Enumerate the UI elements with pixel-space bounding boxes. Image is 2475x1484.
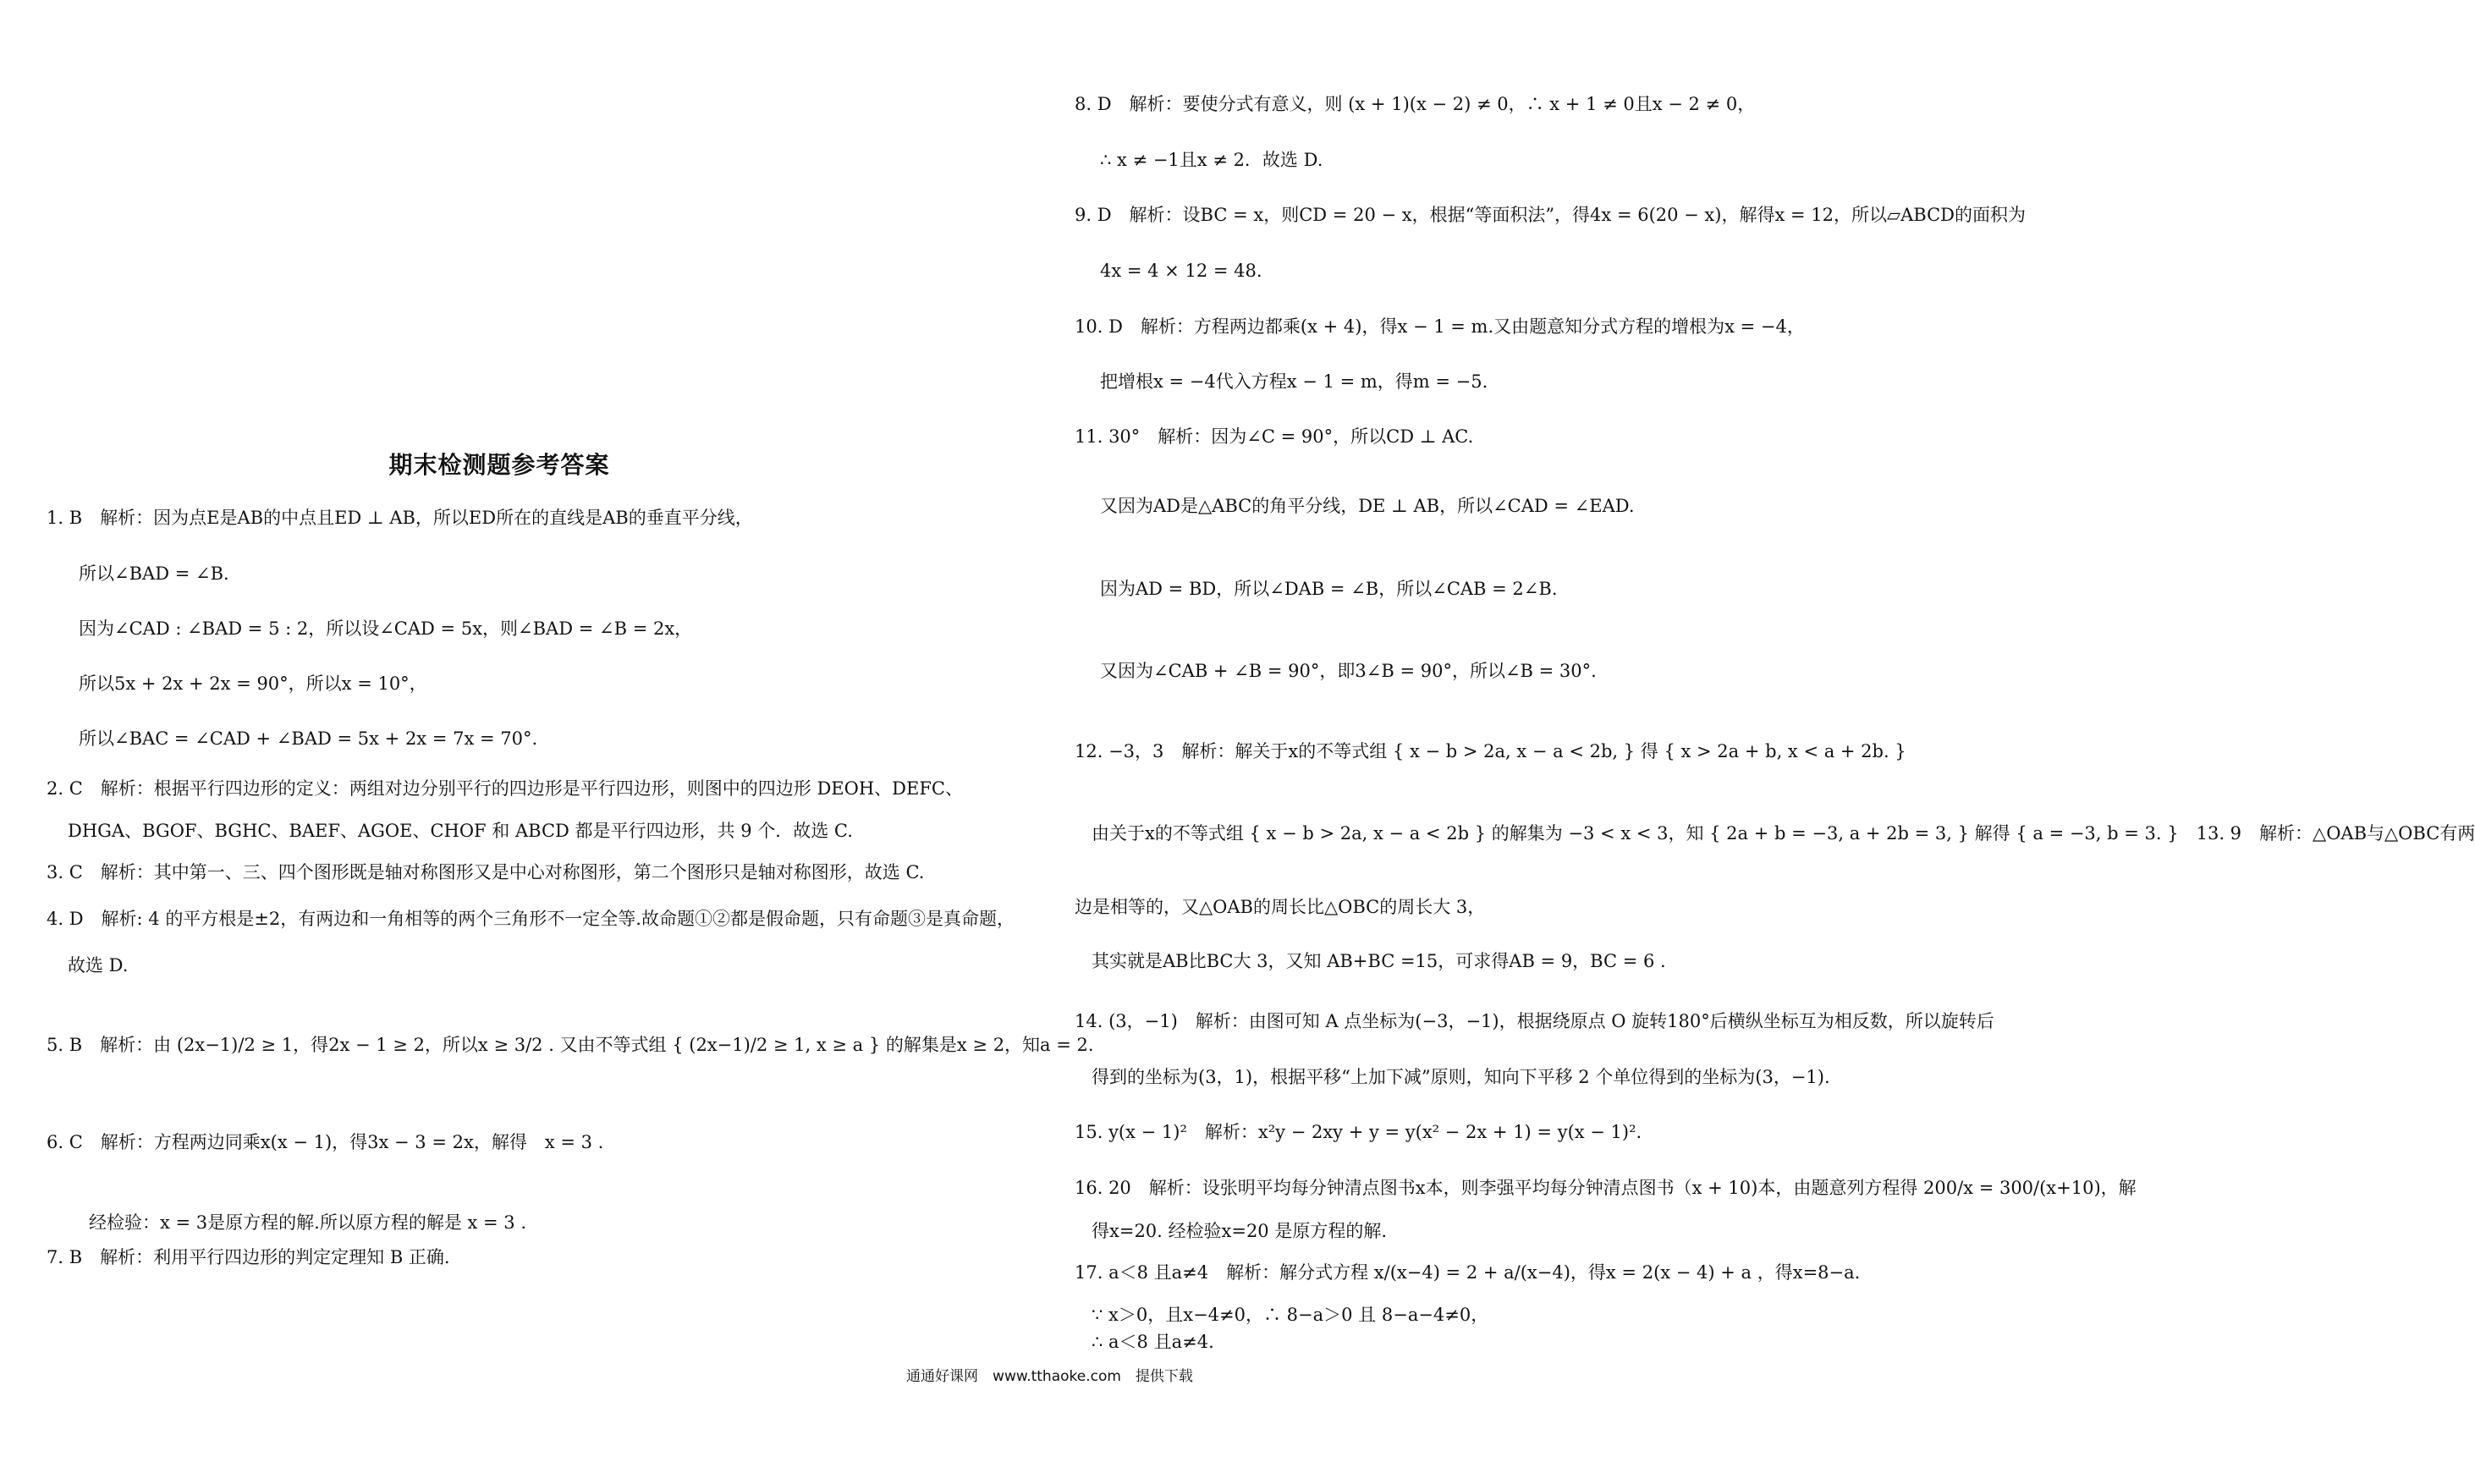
answer-12: 12. −3，3 解析：解关于x的不等式组 { x − b > 2a, x − a < 2b, } 得 { x > 2a + b, x < a + 2b. } <box>1075 741 1906 761</box>
footer: 通通好课网 www.tthaoke.com 提供下载 <box>906 1368 1193 1385</box>
answer-13-line-3: 其实就是AB比BC大 3，又知 AB+BC =15，可求得AB = 9，BC = 6 . <box>1092 951 1666 971</box>
answer-11-line-3: 因为AD = BD，所以∠DAB = ∠B，所以∠CAB = 2∠B. <box>1100 579 1558 599</box>
answer-15: 15. y(x − 1)² 解析：x²y − 2xy + y = y(x² − 2x + 1) = y(x − 1)². <box>1075 1122 1642 1142</box>
answer-17-line-3: ∴ a＜8 且a≠4. <box>1092 1332 1214 1352</box>
answer-7: 7. B 解析：利用平行四边形的判定定理知 B 正确. <box>47 1247 450 1267</box>
answer-2: 2. C 解析：根据平行四边形的定义：两组对边分别平行的四边形是平行四边形，则图中的四边形 DEOH、DEFC、 <box>47 778 963 799</box>
answer-10-line-2: 把增根x = −4代入方程x − 1 = m，得m = −5. <box>1100 371 1488 392</box>
answer-1: 1. B 解析：因为点E是AB的中点且ED ⊥ AB，所以ED所在的直线是AB的垂直平分线， <box>47 508 753 528</box>
answer-9: 9. D 解析：设BC = x，则CD = 20 − x，根据“等面积法”，得4x = 6(20 − x)，解得x = 12，所以▱ABCD的面积为 <box>1075 205 2027 225</box>
answer-17-line-2: ∵ x＞0，且x−4≠0，∴ 8−a＞0 且 8−a−4≠0， <box>1092 1305 1489 1325</box>
answer-5: 5. B 解析：由 (2x−1)/2 ≥ 1，得2x − 1 ≥ 2，所以x ≥ 3/2 . 又由不等式组 { (2x−1)/2 ≥ 1, x ≥ a } 的解集是x ≥ 2，知a = 2. <box>47 1035 1094 1055</box>
answer-14: 14. (3，−1) 解析：由图可知 A 点坐标为(−3，−1)，根据绕原点 O 旋转180°后横纵坐标互为相反数，所以旋转后 <box>1075 1011 1994 1031</box>
answer-11-line-2: 又因为AD是△ABC的角平分线，DE ⊥ AB，所以∠CAD = ∠EAD. <box>1100 496 1635 516</box>
answer-4: 4. D 解析: 4 的平方根是±2，有两边和一角相等的两个三角形不一定全等.故命题①②都是假命题，只有命题③是真命题， <box>47 909 1015 929</box>
answer-10: 10. D 解析：方程两边都乘(x + 4)，得x − 1 = m.又由题意知分式方程的增根为x = −4， <box>1075 316 1805 337</box>
answer-16: 16. 20 解析：设张明平均每分钟清点图书x本，则李强平均每分钟清点图书（x + 10)本，由题意列方程得 200/x = 300/(x+10)，解 <box>1075 1178 2137 1198</box>
answer-8-line-2: ∴ x ≠ −1且x ≠ 2．故选 D. <box>1100 150 1323 170</box>
answer-11: 11. 30° 解析：因为∠C = 90°，所以CD ⊥ AC. <box>1075 426 1474 447</box>
answer-9-line-2: 4x = 4 × 12 = 48. <box>1100 261 1262 281</box>
answer-16-line-2: 得x=20. 经检验x=20 是原方程的解. <box>1092 1221 1388 1241</box>
page-title: 期末检测题参考答案 <box>388 451 610 479</box>
answer-6: 6. C 解析：方程两边同乘x(x − 1)，得3x − 3 = 2x，解得 x = 3 . <box>47 1132 604 1152</box>
answer-1-line-2: 所以∠BAD = ∠B. <box>79 563 229 584</box>
answer-13-line-2: 边是相等的，又△OAB的周长比△OBC的周长大 3， <box>1075 897 1486 917</box>
answer-14-line-2: 得到的坐标为(3，1)，根据平移“上加下减”原则，知向下平移 2 个单位得到的坐标为(3，−1). <box>1092 1067 1830 1087</box>
answer-1-line-3: 因为∠CAD : ∠BAD = 5 : 2，所以设∠CAD = 5x，则∠BAD = ∠B = 2x， <box>79 618 693 639</box>
answer-4-line-2: 故选 D. <box>68 955 129 976</box>
answer-8: 8. D 解析：要使分式有意义，则 (x + 1)(x − 2) ≠ 0，∴ x + 1 ≠ 0且x − 2 ≠ 0， <box>1075 94 1756 114</box>
answer-12-line-2: 由关于x的不等式组 { x − b > 2a, x − a < 2b } 的解集为 −3 < x < 3，知 { 2a + b = −3, a + 2b = 3, } 解得 { a = −3, b = 3. } 13. 9 解析：△OAB与△OBC有两 <box>1092 823 2475 844</box>
answer-2-line-2: DHGA、BGOF、BGHC、BAEF、AGOE、CHOF 和 ABCD 都是平行四边形，共 9 个．故选 C. <box>68 821 853 841</box>
answer-1-line-4: 所以5x + 2x + 2x = 90°，所以x = 10°， <box>79 673 427 694</box>
answer-3: 3. C 解析：其中第一、三、四个图形既是轴对称图形又是中心对称图形，第二个图形只是轴对称图形，故选 C. <box>47 862 925 882</box>
answer-17: 17. a＜8 且a≠4 解析：解分式方程 x/(x−4) = 2 + a/(x−4)，得x = 2(x − 4) + a ，得x=8−a. <box>1075 1262 1861 1283</box>
answer-1-line-5: 所以∠BAC = ∠CAD + ∠BAD = 5x + 2x = 7x = 70°. <box>79 728 538 749</box>
answer-11-line-4: 又因为∠CAB + ∠B = 90°，即3∠B = 90°，所以∠B = 30°. <box>1100 661 1597 681</box>
answer-6-line-2: 经检验：x = 3是原方程的解.所以原方程的解是 x = 3 . <box>89 1212 527 1233</box>
